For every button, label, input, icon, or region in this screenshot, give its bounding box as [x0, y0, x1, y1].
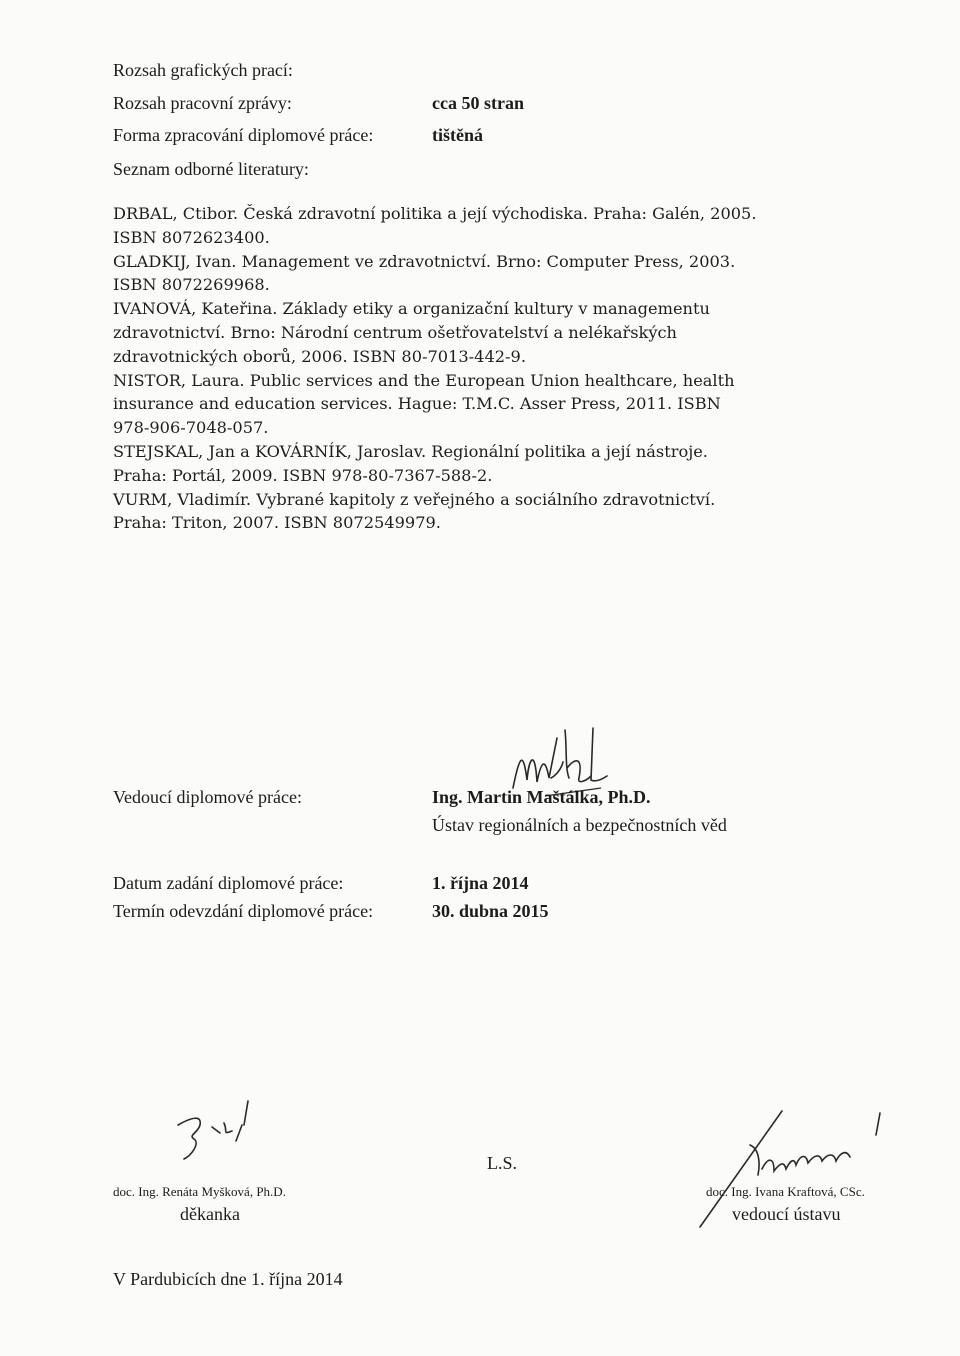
report-scope-value: cca 50 stran — [432, 93, 524, 113]
dean-name: doc. Ing. Renáta Myšková, Ph.D. — [113, 1184, 286, 1199]
due-date-label: Termín odevzdání diplomové práce: — [113, 901, 374, 921]
assignment-date-label: Datum zadání diplomové práce: — [113, 873, 344, 893]
literature-line: DRBAL, Ctibor. Česká zdravotní politika a její východiska. Praha: Galén, 2005. — [113, 204, 757, 223]
literature-line: STEJSKAL, Jan a KOVÁRNÍK, Jaroslav. Regionální politika a její nástroje. — [113, 441, 708, 461]
literature-line: VURM, Vladimír. Vybrané kapitoly z veřejného a sociálního zdravotnictví. — [113, 489, 716, 509]
literature-line: GLADKIJ, Ivan. Management ve zdravotnictví. Brno: Computer Press, 2003. — [113, 251, 736, 271]
literature-line: IVANOVÁ, Kateřina. Základy etiky a organizační kultury v managementu — [113, 299, 710, 319]
supervisor-signature — [505, 718, 615, 798]
graphics-scope-label: Rozsah grafických prací: — [113, 60, 293, 80]
head-name: doc. Ing. Ivana Kraftová, CSc. — [706, 1184, 865, 1199]
literature-line: ISBN 8072623400. — [113, 227, 270, 247]
literature-line: NISTOR, Laura. Public services and the European Union healthcare, health — [113, 370, 735, 390]
due-date-value: 30. dubna 2015 — [432, 901, 549, 921]
thesis-form-value: tištěná — [432, 125, 483, 145]
thesis-form-label: Forma zpracování diplomové práce: — [113, 125, 374, 145]
literature-heading: Seznam odborné literatury: — [113, 159, 309, 179]
place-and-date: V Pardubicích dne 1. října 2014 — [113, 1269, 343, 1289]
dean-signature — [172, 1095, 292, 1165]
supervisor-label: Vedoucí diplomové práce: — [113, 787, 302, 807]
report-scope-label: Rozsah pracovní zprávy: — [113, 93, 292, 113]
literature-line: insurance and education services. Hague: T.M.C. Asser Press, 2011. ISBN — [113, 394, 721, 414]
assignment-date-value: 1. října 2014 — [432, 873, 529, 893]
literature-line: zdravotnictví. Brno: Národní centrum ošetřovatelství a nelékařských — [113, 322, 677, 342]
literature-line: Praha: Triton, 2007. ISBN 8072549979. — [113, 513, 441, 533]
dean-role: děkanka — [180, 1204, 240, 1224]
literature-line: Praha: Portál, 2009. ISBN 978-80-7367-588-2. — [113, 465, 493, 485]
supervisor-name: Ing. Martin Maštálka, Ph.D. — [432, 787, 651, 807]
head-role: vedoucí ústavu — [732, 1204, 841, 1224]
stamp-mark: L.S. — [487, 1153, 518, 1173]
literature-line: ISBN 8072269968. — [113, 275, 270, 295]
supervisor-department: Ústav regionálních a bezpečnostních věd — [432, 815, 727, 835]
literature-list — [113, 202, 873, 535]
literature-line: zdravotnických oborů, 2006. ISBN 80-7013-442-9. — [113, 346, 526, 366]
literature-line: 978-906-7048-057. — [113, 418, 269, 438]
